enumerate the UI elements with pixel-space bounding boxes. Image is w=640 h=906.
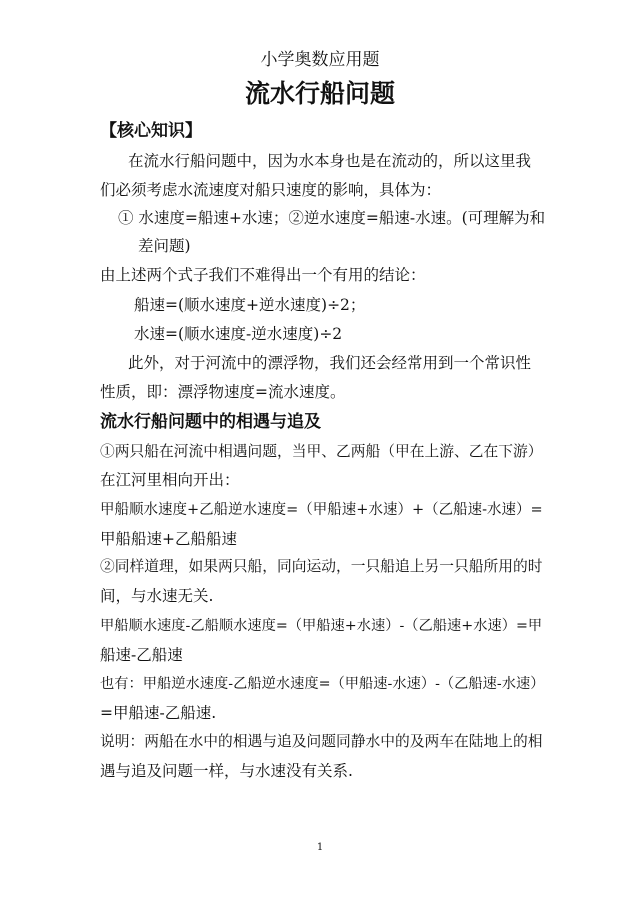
document-title: 流水行船问题 — [244, 79, 395, 108]
formula-line: 水速=(顺水速度-逆水速度)÷2 — [134, 325, 343, 343]
paragraph-line: 间，与水速无关. — [100, 587, 214, 605]
section-heading-meeting-chasing: 流水行船问题中的相遇与追及 — [100, 412, 321, 432]
paragraph-line: 此外，对于河流中的漂浮物，我们还会经常用到一个常识性 — [128, 354, 532, 372]
formula-line: ① 水速度=船速+水速；②逆水速度=船速-水速。(可理解为和 — [118, 209, 546, 227]
paragraph-line: 由上述两个式子我们不难得出一个有用的结论： — [100, 266, 426, 284]
paragraph-line: 性质，即：漂浮物速度=流水速度。 — [100, 383, 346, 401]
formula-line: 船速-乙船速 — [100, 646, 183, 664]
paragraph-line: ①两只船在河流中相遇问题，当甲、乙两船（甲在上游、乙在下游） — [100, 443, 543, 460]
page-number: 1 — [316, 842, 324, 853]
section-heading-core-knowledge: 【核心知识】 — [100, 121, 202, 141]
paragraph-line: ②同样道理，如果两只船，同向运动，一只船追上另一只船所用的时 — [100, 558, 543, 575]
paragraph-line: 在流水行船问题中，因为水本身也是在流动的，所以这里我 — [128, 152, 532, 170]
formula-line: 甲船顺水速度-乙船顺水速度=（甲船速+水速）-（乙船速+水速）=甲 — [100, 618, 543, 634]
paragraph-line: 遇与追及问题一样，与水速没有关系. — [100, 762, 353, 780]
formula-line: 甲船船速+乙船船速 — [100, 530, 237, 548]
paragraph-line: 说明：两船在水中的相遇与追及问题同静水中的及两车在陆地上的相 — [100, 733, 543, 750]
formula-line: =甲船速-乙船速. — [100, 704, 217, 722]
paragraph-line: 在江河里相向开出： — [100, 471, 240, 489]
formula-line: 也有：甲船逆水速度-乙船逆水速度=（甲船速-水速）-（乙船速-水速） — [100, 676, 545, 692]
document-subtitle: 小学奥数应用题 — [260, 50, 380, 70]
paragraph-line: 们必须考虑水流速度对船只速度的影响，具体为： — [100, 181, 442, 199]
formula-line: 差问题) — [138, 237, 191, 255]
formula-line: 甲船顺水速度+乙船逆水速度=（甲船速+水速）+（乙船速-水速）= — [100, 502, 543, 518]
formula-line: 船速=(顺水速度+逆水速度)÷2； — [134, 296, 366, 314]
